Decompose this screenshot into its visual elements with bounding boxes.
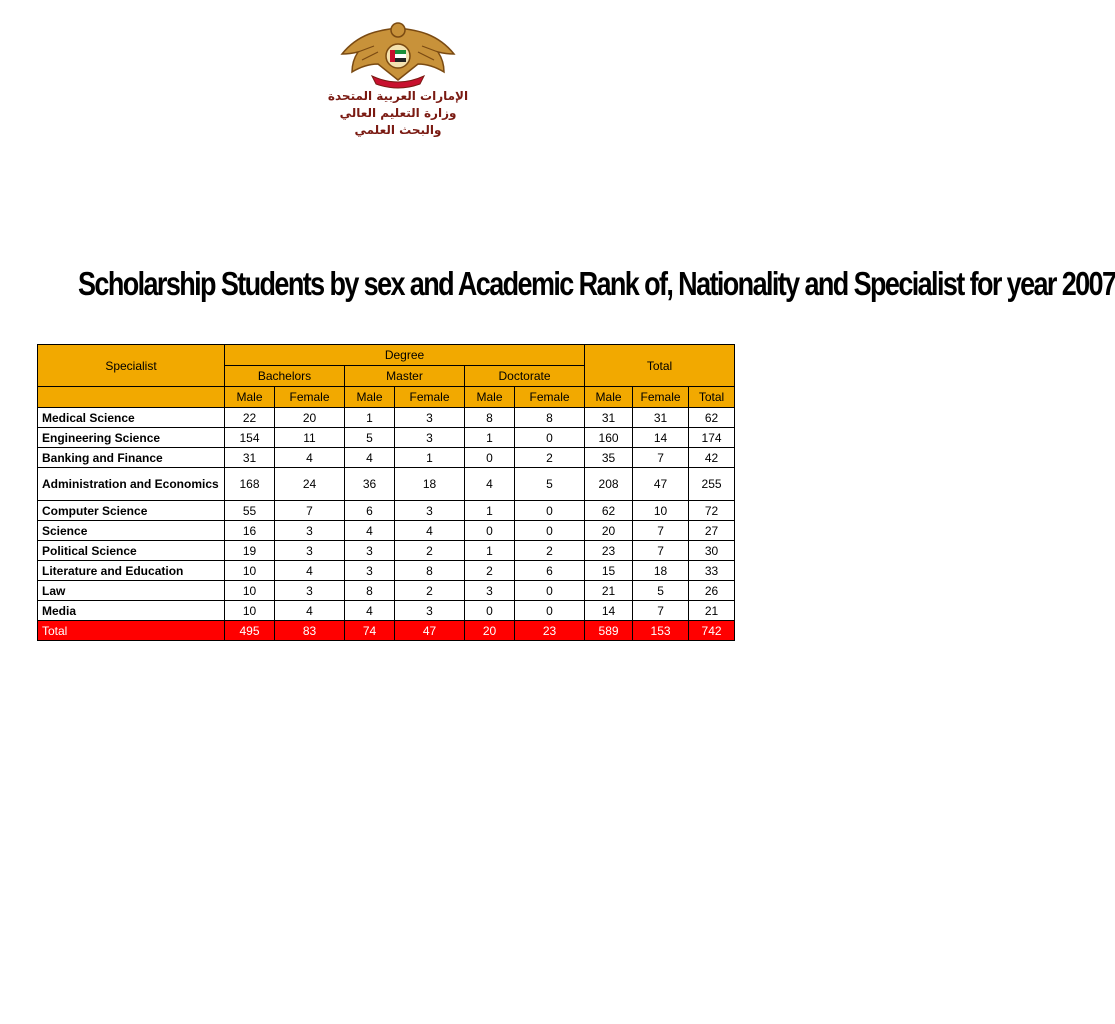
value-cell: 11 <box>275 428 345 448</box>
table-row <box>38 428 735 448</box>
total-value-cell: 20 <box>465 621 515 641</box>
value-cell: 27 <box>689 521 735 541</box>
value-cell: 36 <box>345 468 395 501</box>
value-cell: 3 <box>395 501 465 521</box>
value-cell: 2 <box>395 541 465 561</box>
value-cell: 3 <box>275 581 345 601</box>
value-cell: 3 <box>345 561 395 581</box>
value-cell: 23 <box>585 541 633 561</box>
value-cell: 10 <box>225 581 275 601</box>
value-cell: 8 <box>395 561 465 581</box>
specialist-cell: Political Science <box>38 541 225 561</box>
value-cell: 21 <box>689 601 735 621</box>
value-cell: 16 <box>225 521 275 541</box>
total-value-cell: 47 <box>395 621 465 641</box>
value-cell: 3 <box>395 601 465 621</box>
org-line-2: وزارة التعليم العالي <box>339 106 457 120</box>
value-cell: 0 <box>465 521 515 541</box>
specialist-cell: Banking and Finance <box>38 448 225 468</box>
specialist-cell: Engineering Science <box>38 428 225 448</box>
value-cell: 3 <box>395 428 465 448</box>
org-line-3: والبحث العلمي <box>354 123 442 137</box>
value-cell: 3 <box>345 541 395 561</box>
total-row <box>38 621 735 641</box>
table-row <box>38 408 735 428</box>
bachelors-header: Bachelors <box>225 366 345 387</box>
value-cell: 8 <box>465 408 515 428</box>
value-cell: 0 <box>515 521 585 541</box>
table-row <box>38 581 735 601</box>
table-row <box>38 541 735 561</box>
total-total-header: Total <box>689 387 735 408</box>
value-cell: 7 <box>633 448 689 468</box>
value-cell: 2 <box>515 541 585 561</box>
master-header: Master <box>345 366 465 387</box>
value-cell: 62 <box>689 408 735 428</box>
value-cell: 19 <box>225 541 275 561</box>
value-cell: 55 <box>225 501 275 521</box>
degree-header: Degree <box>225 345 585 366</box>
value-cell: 3 <box>275 521 345 541</box>
value-cell: 0 <box>465 448 515 468</box>
specialist-cell: Literature and Education <box>38 561 225 581</box>
value-cell: 7 <box>633 521 689 541</box>
specialist-cell: Law <box>38 581 225 601</box>
specialist-cell: Administration and Economics <box>38 468 225 501</box>
value-cell: 35 <box>585 448 633 468</box>
scholarship-table <box>37 344 735 641</box>
value-cell: 72 <box>689 501 735 521</box>
value-cell: 62 <box>585 501 633 521</box>
value-cell: 2 <box>515 448 585 468</box>
total-value-cell: 153 <box>633 621 689 641</box>
doctorate-header: Doctorate <box>465 366 585 387</box>
value-cell: 47 <box>633 468 689 501</box>
value-cell: 208 <box>585 468 633 501</box>
value-cell: 154 <box>225 428 275 448</box>
value-cell: 8 <box>515 408 585 428</box>
value-cell: 5 <box>345 428 395 448</box>
value-cell: 26 <box>689 581 735 601</box>
value-cell: 20 <box>585 521 633 541</box>
specialist-cell: Medical Science <box>38 408 225 428</box>
value-cell: 1 <box>465 428 515 448</box>
value-cell: 8 <box>345 581 395 601</box>
value-cell: 174 <box>689 428 735 448</box>
specialist-cell: Science <box>38 521 225 541</box>
doctorate-male-header: Male <box>465 387 515 408</box>
value-cell: 6 <box>515 561 585 581</box>
value-cell: 14 <box>633 428 689 448</box>
value-cell: 3 <box>395 408 465 428</box>
value-cell: 1 <box>465 541 515 561</box>
value-cell: 0 <box>515 428 585 448</box>
master-female-header: Female <box>395 387 465 408</box>
org-line-1: الإمارات العربية المتحدة <box>327 89 469 103</box>
table-row <box>38 501 735 521</box>
value-cell: 255 <box>689 468 735 501</box>
table-row <box>38 601 735 621</box>
value-cell: 168 <box>225 468 275 501</box>
page-title: Scholarship Students by sex and Academic Rank of, Nationality and Specialist for year 2007 <box>78 265 1115 303</box>
bachelors-female-header: Female <box>275 387 345 408</box>
value-cell: 1 <box>465 501 515 521</box>
value-cell: 4 <box>345 601 395 621</box>
total-label-cell: Total <box>38 621 225 641</box>
value-cell: 0 <box>515 581 585 601</box>
value-cell: 5 <box>633 581 689 601</box>
value-cell: 4 <box>345 521 395 541</box>
value-cell: 7 <box>633 601 689 621</box>
total-male-header: Male <box>585 387 633 408</box>
total-value-cell: 74 <box>345 621 395 641</box>
specialist-cell: Media <box>38 601 225 621</box>
value-cell: 3 <box>465 581 515 601</box>
table-row <box>38 468 735 501</box>
value-cell: 0 <box>465 601 515 621</box>
value-cell: 42 <box>689 448 735 468</box>
table-row <box>38 448 735 468</box>
value-cell: 10 <box>225 601 275 621</box>
total-value-cell: 495 <box>225 621 275 641</box>
table-row <box>38 561 735 581</box>
value-cell: 24 <box>275 468 345 501</box>
value-cell: 20 <box>275 408 345 428</box>
specialist-header-blank <box>38 387 225 408</box>
value-cell: 33 <box>689 561 735 581</box>
value-cell: 4 <box>275 448 345 468</box>
value-cell: 14 <box>585 601 633 621</box>
falcon-emblem-icon <box>318 20 478 90</box>
total-group-header: Total <box>585 345 735 387</box>
value-cell: 3 <box>275 541 345 561</box>
value-cell: 5 <box>515 468 585 501</box>
value-cell: 31 <box>585 408 633 428</box>
value-cell: 7 <box>633 541 689 561</box>
value-cell: 10 <box>225 561 275 581</box>
value-cell: 18 <box>395 468 465 501</box>
bachelors-male-header: Male <box>225 387 275 408</box>
doctorate-female-header: Female <box>515 387 585 408</box>
value-cell: 0 <box>515 501 585 521</box>
total-female-header: Female <box>633 387 689 408</box>
value-cell: 31 <box>225 448 275 468</box>
value-cell: 4 <box>395 521 465 541</box>
total-value-cell: 23 <box>515 621 585 641</box>
value-cell: 22 <box>225 408 275 428</box>
value-cell: 2 <box>465 561 515 581</box>
value-cell: 4 <box>465 468 515 501</box>
specialist-cell: Computer Science <box>38 501 225 521</box>
specialist-header: Specialist <box>38 345 225 387</box>
value-cell: 21 <box>585 581 633 601</box>
value-cell: 4 <box>275 561 345 581</box>
value-cell: 0 <box>515 601 585 621</box>
value-cell: 18 <box>633 561 689 581</box>
total-value-cell: 83 <box>275 621 345 641</box>
value-cell: 31 <box>633 408 689 428</box>
value-cell: 4 <box>345 448 395 468</box>
total-value-cell: 742 <box>689 621 735 641</box>
value-cell: 10 <box>633 501 689 521</box>
value-cell: 30 <box>689 541 735 561</box>
value-cell: 2 <box>395 581 465 601</box>
value-cell: 7 <box>275 501 345 521</box>
value-cell: 1 <box>395 448 465 468</box>
total-value-cell: 589 <box>585 621 633 641</box>
value-cell: 15 <box>585 561 633 581</box>
value-cell: 4 <box>275 601 345 621</box>
ministry-name <box>318 88 478 139</box>
value-cell: 6 <box>345 501 395 521</box>
table-row <box>38 521 735 541</box>
master-male-header: Male <box>345 387 395 408</box>
value-cell: 1 <box>345 408 395 428</box>
value-cell: 160 <box>585 428 633 448</box>
